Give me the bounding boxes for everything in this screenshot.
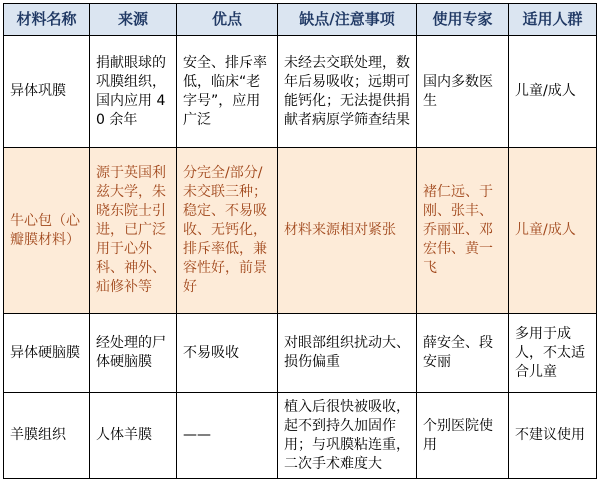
table-row — [4, 393, 597, 479]
cell-experts: 国内多数医生 — [417, 36, 509, 148]
cell-cons: 对眼部组织扰动大、损伤偏重 — [278, 314, 417, 393]
header-row — [4, 4, 597, 36]
cell-pros: —— — [177, 393, 278, 479]
header-experts: 使用专家 — [417, 4, 509, 36]
cell-pros: 安全、排斥率低，临床“老字号”，应用广泛 — [177, 36, 278, 148]
cell-experts: 薛安全、段安丽 — [417, 314, 509, 393]
cell-population: 儿童/成人 — [509, 148, 597, 314]
header-source: 来源 — [90, 4, 177, 36]
comparison-table — [3, 3, 597, 479]
cell-source: 捐献眼球的巩膜组织，国内应用 40 余年 — [90, 36, 177, 148]
header-pros: 优点 — [177, 4, 278, 36]
cell-source: 人体羊膜 — [90, 393, 177, 479]
cell-material: 异体巩膜 — [4, 36, 90, 148]
table-row — [4, 36, 597, 148]
cell-pros: 分完全/部分/未交联三种；稳定、不易吸收、无钙化，排斥率低，兼容性好，前景好 — [177, 148, 278, 314]
cell-experts: 褚仁远、于刚、张丰、乔丽亚、邓宏伟、黄一飞 — [417, 148, 509, 314]
cell-pros: 不易吸收 — [177, 314, 278, 393]
table-row — [4, 314, 597, 393]
cell-material: 异体硬脑膜 — [4, 314, 90, 393]
cell-cons: 材料来源相对紧张 — [278, 148, 417, 314]
cell-population: 不建议使用 — [509, 393, 597, 479]
cell-material: 羊膜组织 — [4, 393, 90, 479]
cell-source: 源于英国利兹大学，朱晓东院士引进，已广泛用于心外科、神外、疝修补等 — [90, 148, 177, 314]
table-row — [4, 148, 597, 314]
header-material: 材料名称 — [4, 4, 90, 36]
header-cons: 缺点/注意事项 — [278, 4, 417, 36]
cell-cons: 植入后很快被吸收，起不到持久加固作用；与巩膜粘连重，二次手术难度大 — [278, 393, 417, 479]
cell-material: 牛心包（心瓣膜材料） — [4, 148, 90, 314]
cell-experts: 个别医院使用 — [417, 393, 509, 479]
header-population: 适用人群 — [509, 4, 597, 36]
cell-population: 多用于成人，不太适合儿童 — [509, 314, 597, 393]
cell-source: 经处理的尸体硬脑膜 — [90, 314, 177, 393]
cell-cons: 未经去交联处理，数年后易吸收；远期可能钙化；无法提供捐献者病原学筛查结果 — [278, 36, 417, 148]
cell-population: 儿童/成人 — [509, 36, 597, 148]
